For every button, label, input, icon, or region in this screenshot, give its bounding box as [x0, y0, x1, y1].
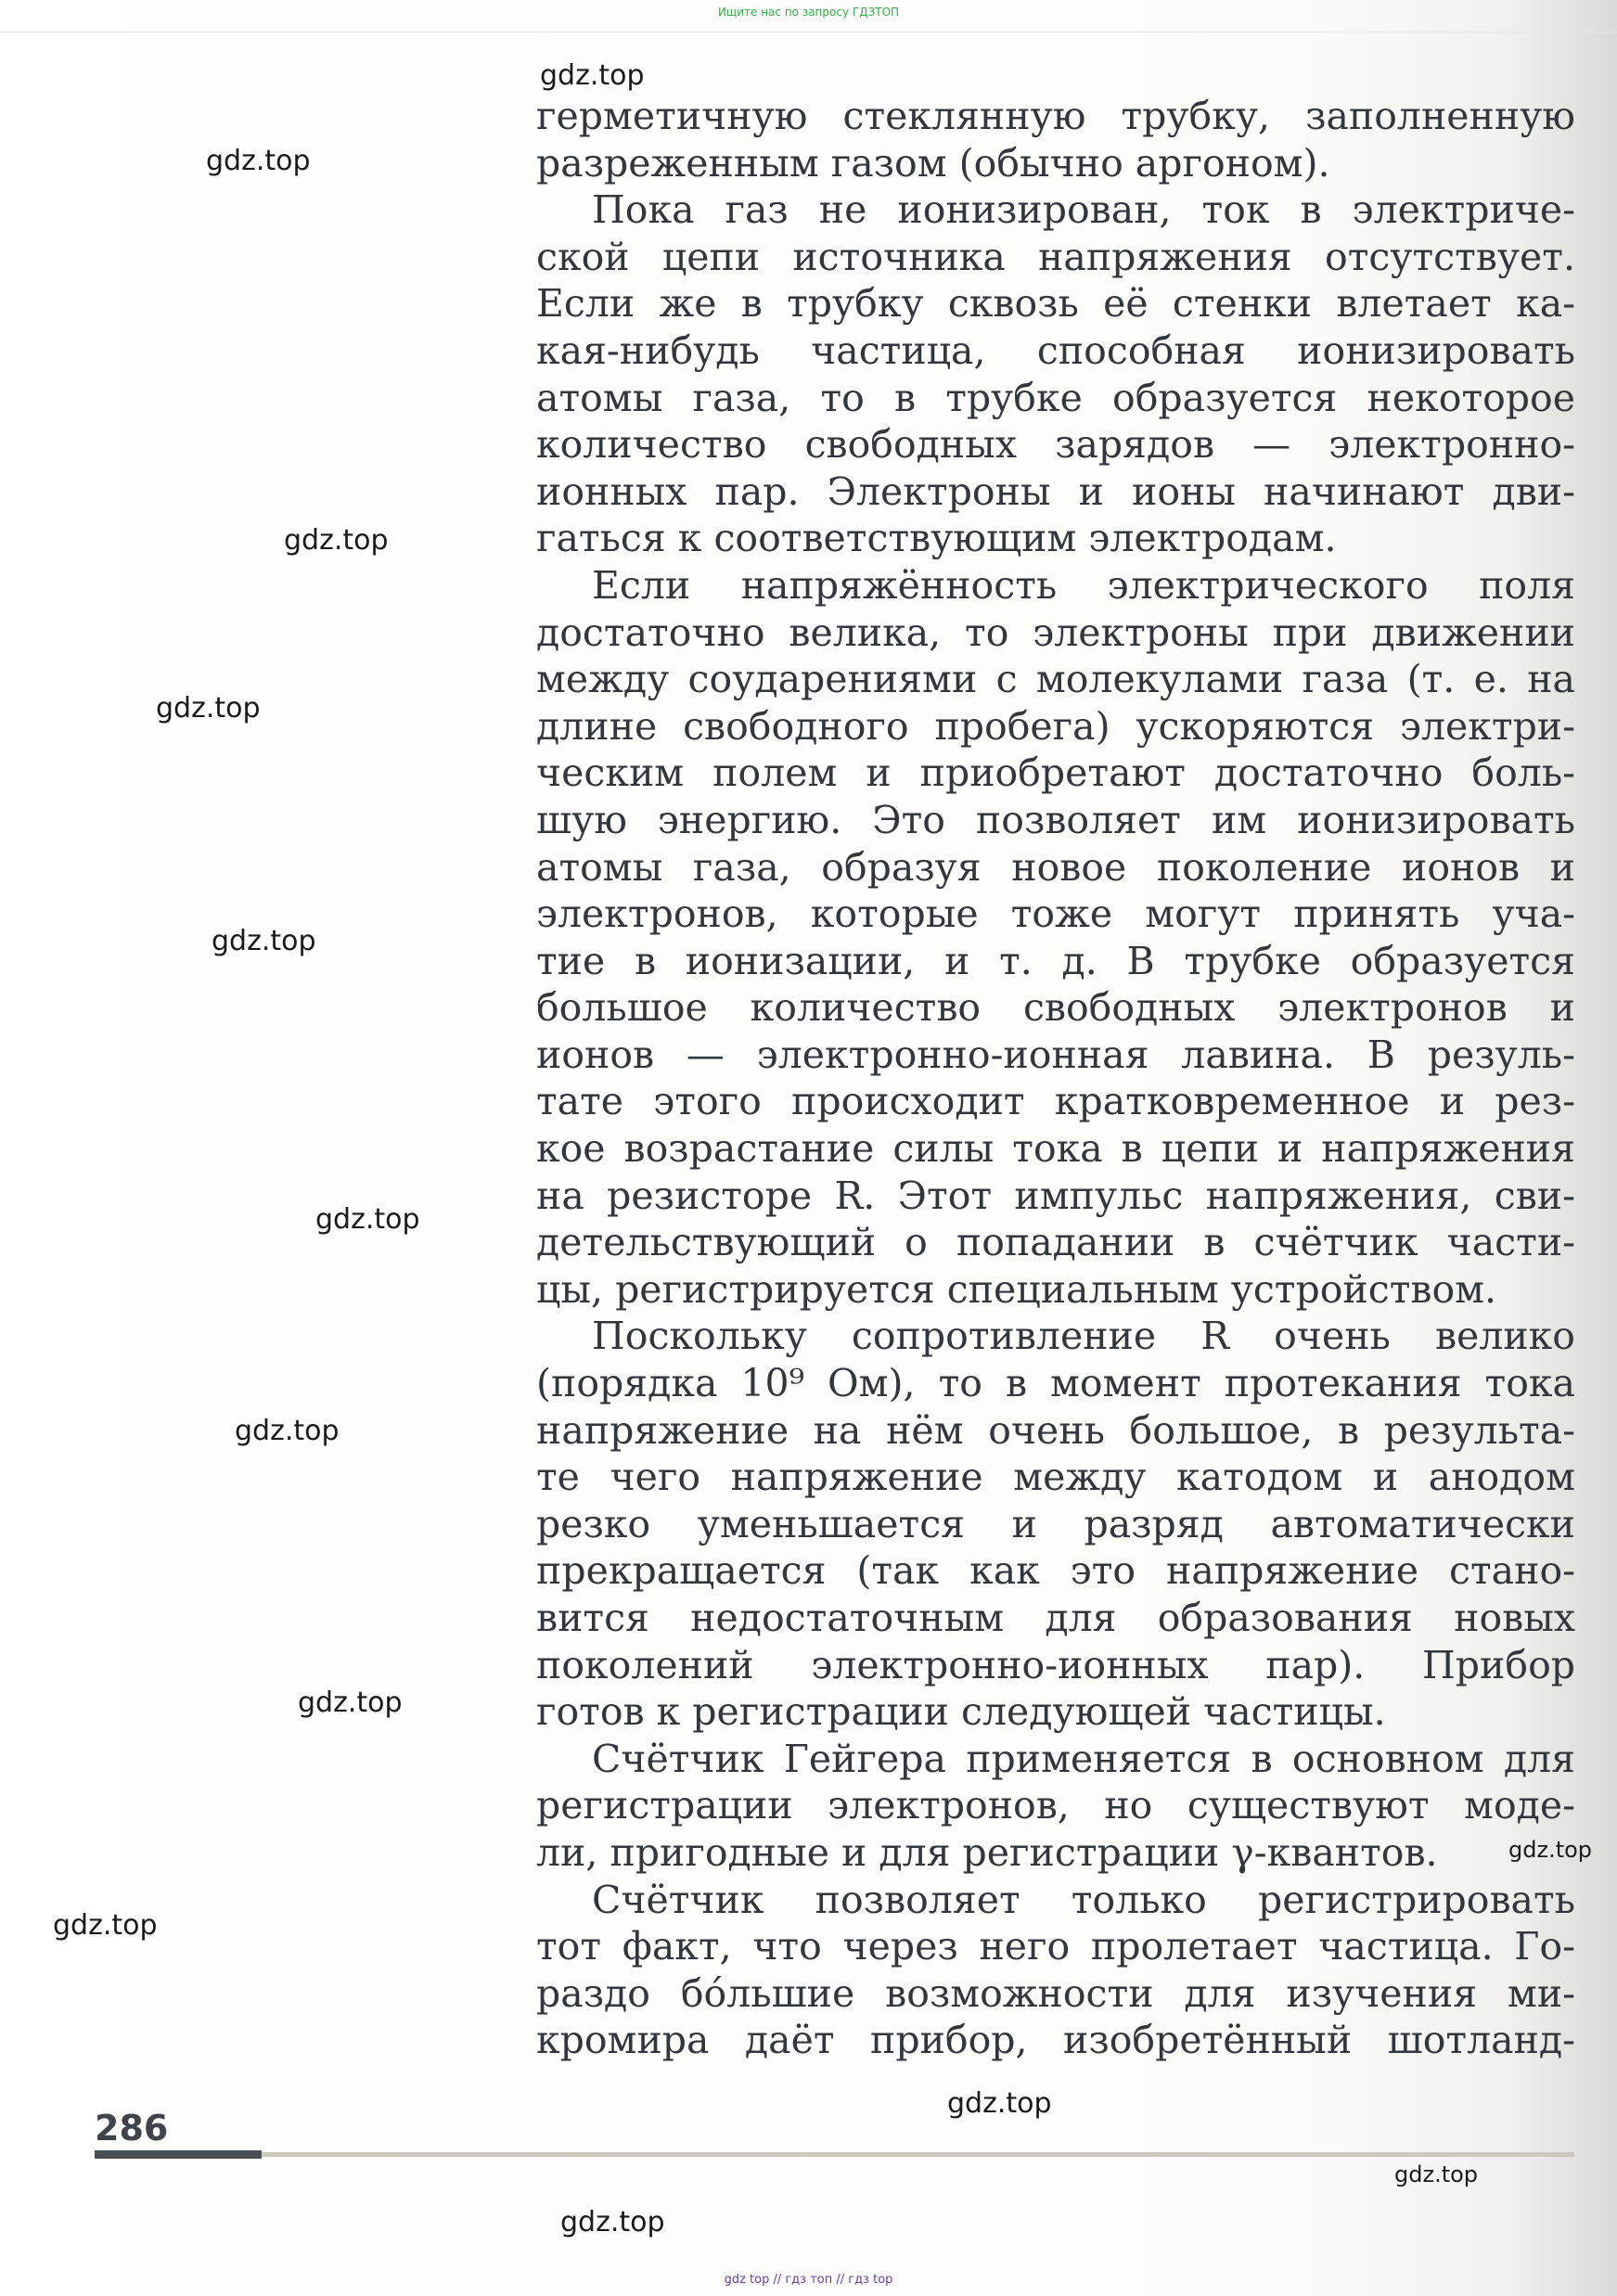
text-line: Поскольку сопротивление R очень велико	[592, 1314, 1575, 1359]
text-line: между соударениями с молекулами газа (т. е. на	[536, 657, 1575, 702]
text-line: вится недостаточным для образования новых	[536, 1596, 1575, 1640]
text-line: (порядка 10⁹ Ом), то в момент протекания тока	[536, 1361, 1575, 1406]
text-line: на резисторе R. Этот импульс напряжения, сви-	[536, 1173, 1575, 1218]
text-line: регистрации электронов, но существуют моде-	[536, 1783, 1575, 1828]
text-line: детельствующий о попадании в счётчик части-	[536, 1220, 1575, 1265]
text-line: атомы газа, образуя новое поколение ионов и	[536, 844, 1575, 890]
watermark: gdz.top	[1508, 1837, 1593, 1863]
watermark: gdz.top	[315, 1203, 420, 1236]
text-line: ской цепи источника напряжения отсутствует.	[536, 234, 1575, 279]
watermark: gdz.top	[235, 1415, 340, 1447]
text-line: Пока газ не ионизирован, ток в электриче-	[592, 187, 1575, 233]
text-line: тот факт, что через него пролетает частица. Го-	[536, 1924, 1575, 1969]
text-line: электронов, которые тоже могут принять уча-	[536, 891, 1575, 937]
footer-bar	[262, 2152, 1574, 2157]
watermark: gdz.top	[212, 925, 316, 957]
text-line: атомы газа, то в трубке образуется некоторое	[536, 375, 1575, 420]
text-line: раздо бóльшие возможности для изучения ми-	[536, 1970, 1575, 2016]
watermark: gdz.top	[947, 2087, 1052, 2120]
watermark: gdz.top	[540, 59, 645, 92]
watermark: gdz.top	[156, 692, 261, 725]
text-line: тате этого происходит кратковременное и рез-	[536, 1079, 1575, 1124]
text-line: герметичную стеклянную трубку, заполненную	[536, 94, 1575, 138]
text-line: кое возрастание силы тока в цепи и напряжения	[536, 1126, 1575, 1172]
body-text	[536, 93, 1575, 2064]
text-line: количество свободных зарядов — электронно-	[536, 422, 1575, 468]
text-line: прекращается (так как это напряжение стано-	[536, 1548, 1575, 1594]
text-line: кромира даёт прибор, изобретённый шотланд-	[536, 2018, 1575, 2063]
text-line: достаточно велика, то электроны при движении	[536, 609, 1575, 655]
watermark: gdz.top	[284, 524, 389, 557]
bottom-links: gdz top // гдз топ // гдз top	[724, 2273, 893, 2287]
top-banner: Ищите нас по запросу ГДЗТОП	[717, 6, 900, 19]
text-line: поколений электронно-ионных пар). Прибор	[536, 1642, 1575, 1687]
footer-bar-accent	[95, 2150, 262, 2159]
text-line: Если напряжённость электрического поля	[592, 562, 1575, 608]
text-line: тие в ионизации, и т. д. В трубке образуется	[536, 938, 1575, 983]
watermark: gdz.top	[1394, 2161, 1479, 2187]
text-line: Если же в трубку сквозь её стенки влетает ка-	[536, 281, 1575, 327]
text-line: шую энергию. Это позволяет им ионизировать	[536, 797, 1575, 842]
text-line: те чего напряжение между катодом и анодом	[536, 1455, 1575, 1500]
text-line: длине свободного пробега) ускоряются электри-	[536, 703, 1575, 749]
text-line: разреженным газом (обычно аргоном).	[536, 140, 1330, 186]
text-line: ческим полем и приобретают достаточно боль-	[536, 750, 1575, 796]
text-line: ли, пригодные и для регистрации γ-квантов.	[536, 1829, 1438, 1875]
text-line: ионов — электронно-ионная лавина. В резуль-	[536, 1032, 1575, 1077]
watermark: gdz.top	[298, 1687, 403, 1719]
watermark: gdz.top	[560, 2206, 665, 2238]
page-number: 286	[95, 2108, 169, 2148]
text-line: напряжение на нём очень большое, в результа-	[536, 1407, 1575, 1453]
text-line: кая-нибудь частица, способная ионизировать	[536, 327, 1575, 373]
text-line: Счётчик позволяет только регистрировать	[592, 1877, 1575, 1922]
text-line: Счётчик Гейгера применяется в основном для	[592, 1736, 1575, 1781]
watermark: gdz.top	[206, 145, 311, 177]
text-line: большое количество свободных электронов и	[536, 985, 1575, 1031]
text-line: цы, регистрируется специальным устройством.	[536, 1266, 1497, 1312]
watermark: gdz.top	[53, 1909, 158, 1942]
text-line: ионных пар. Электроны и ионы начинают дви-	[536, 468, 1575, 514]
text-line: резко уменьшается и разряд автоматически	[536, 1501, 1575, 1546]
text-line: гаться к соответствующим электродам.	[536, 516, 1337, 561]
text-line: готов к регистрации следующей частицы.	[536, 1689, 1386, 1735]
